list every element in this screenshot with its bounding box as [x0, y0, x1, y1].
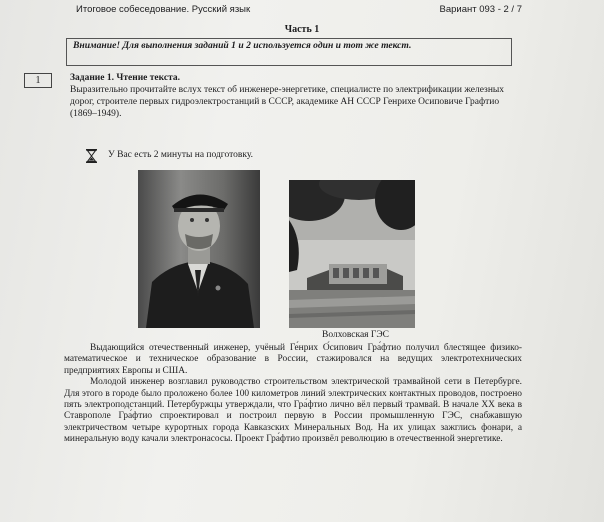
- hydro-station-photo: [289, 180, 415, 328]
- notice-box: Внимание! Для выполнения заданий 1 и 2 используется один и тот же текст.: [66, 38, 512, 66]
- paragraph-2: Молодой инженер возглавил руководство строительством электрической трамвайной сети в Петербурге. Для этого в городе было проложено более 100 километров линий электрических контактных проводов, построено пять электроподстанций. Петербуржцы утверждали, что Гра́фтио лично вёл первый трамвай. В начале XX века в Ставрополе Гра́фтио спроектировал и построил первую в России промышленную ГЭС, снабжавшую электричеством четыре курортных города Кавказских Минеральных Вод. На их улицах зажглись фонари, а минеральную воду качали электронасосы. Проект Гра́фтио произвёл революцию в отечественной энергетике.: [64, 377, 522, 445]
- timer-text: У Вас есть 2 минуты на подготовку.: [108, 150, 254, 160]
- page-header: [76, 4, 522, 20]
- part-title: Часть 1: [284, 24, 320, 35]
- task-block: [70, 72, 520, 120]
- portrait-photo: [138, 170, 260, 328]
- hourglass-icon: [86, 149, 97, 163]
- photo-caption: Волховская ГЭС: [322, 330, 390, 340]
- exam-title: Итоговое собеседование. Русский язык: [76, 4, 251, 15]
- task-number-box: 1: [24, 73, 52, 88]
- variant-label: Вариант 093 - 2 / 7: [439, 4, 522, 15]
- task-title: Задание 1. Чтение текста.: [70, 73, 180, 83]
- task-instruction: Выразительно прочитайте вслух текст об инженере-энергетике, специалисте по электрификации железных дорог, строителе первых гидроэлектростанций в СССР, академике АН СССР Генрихе Осиповиче Графтио (1869–1949).: [70, 85, 505, 119]
- paragraph-1: Выдающийся отечественный инженер, учёный Ге́нрих О́сипович Гра́фтио получил блестящее физико-математическое и техническое образование в России, стажировался на ведущих электротехнических предприятиях Европы и США.: [64, 343, 522, 376]
- timer-note: [86, 149, 316, 163]
- reading-text: [64, 343, 522, 446]
